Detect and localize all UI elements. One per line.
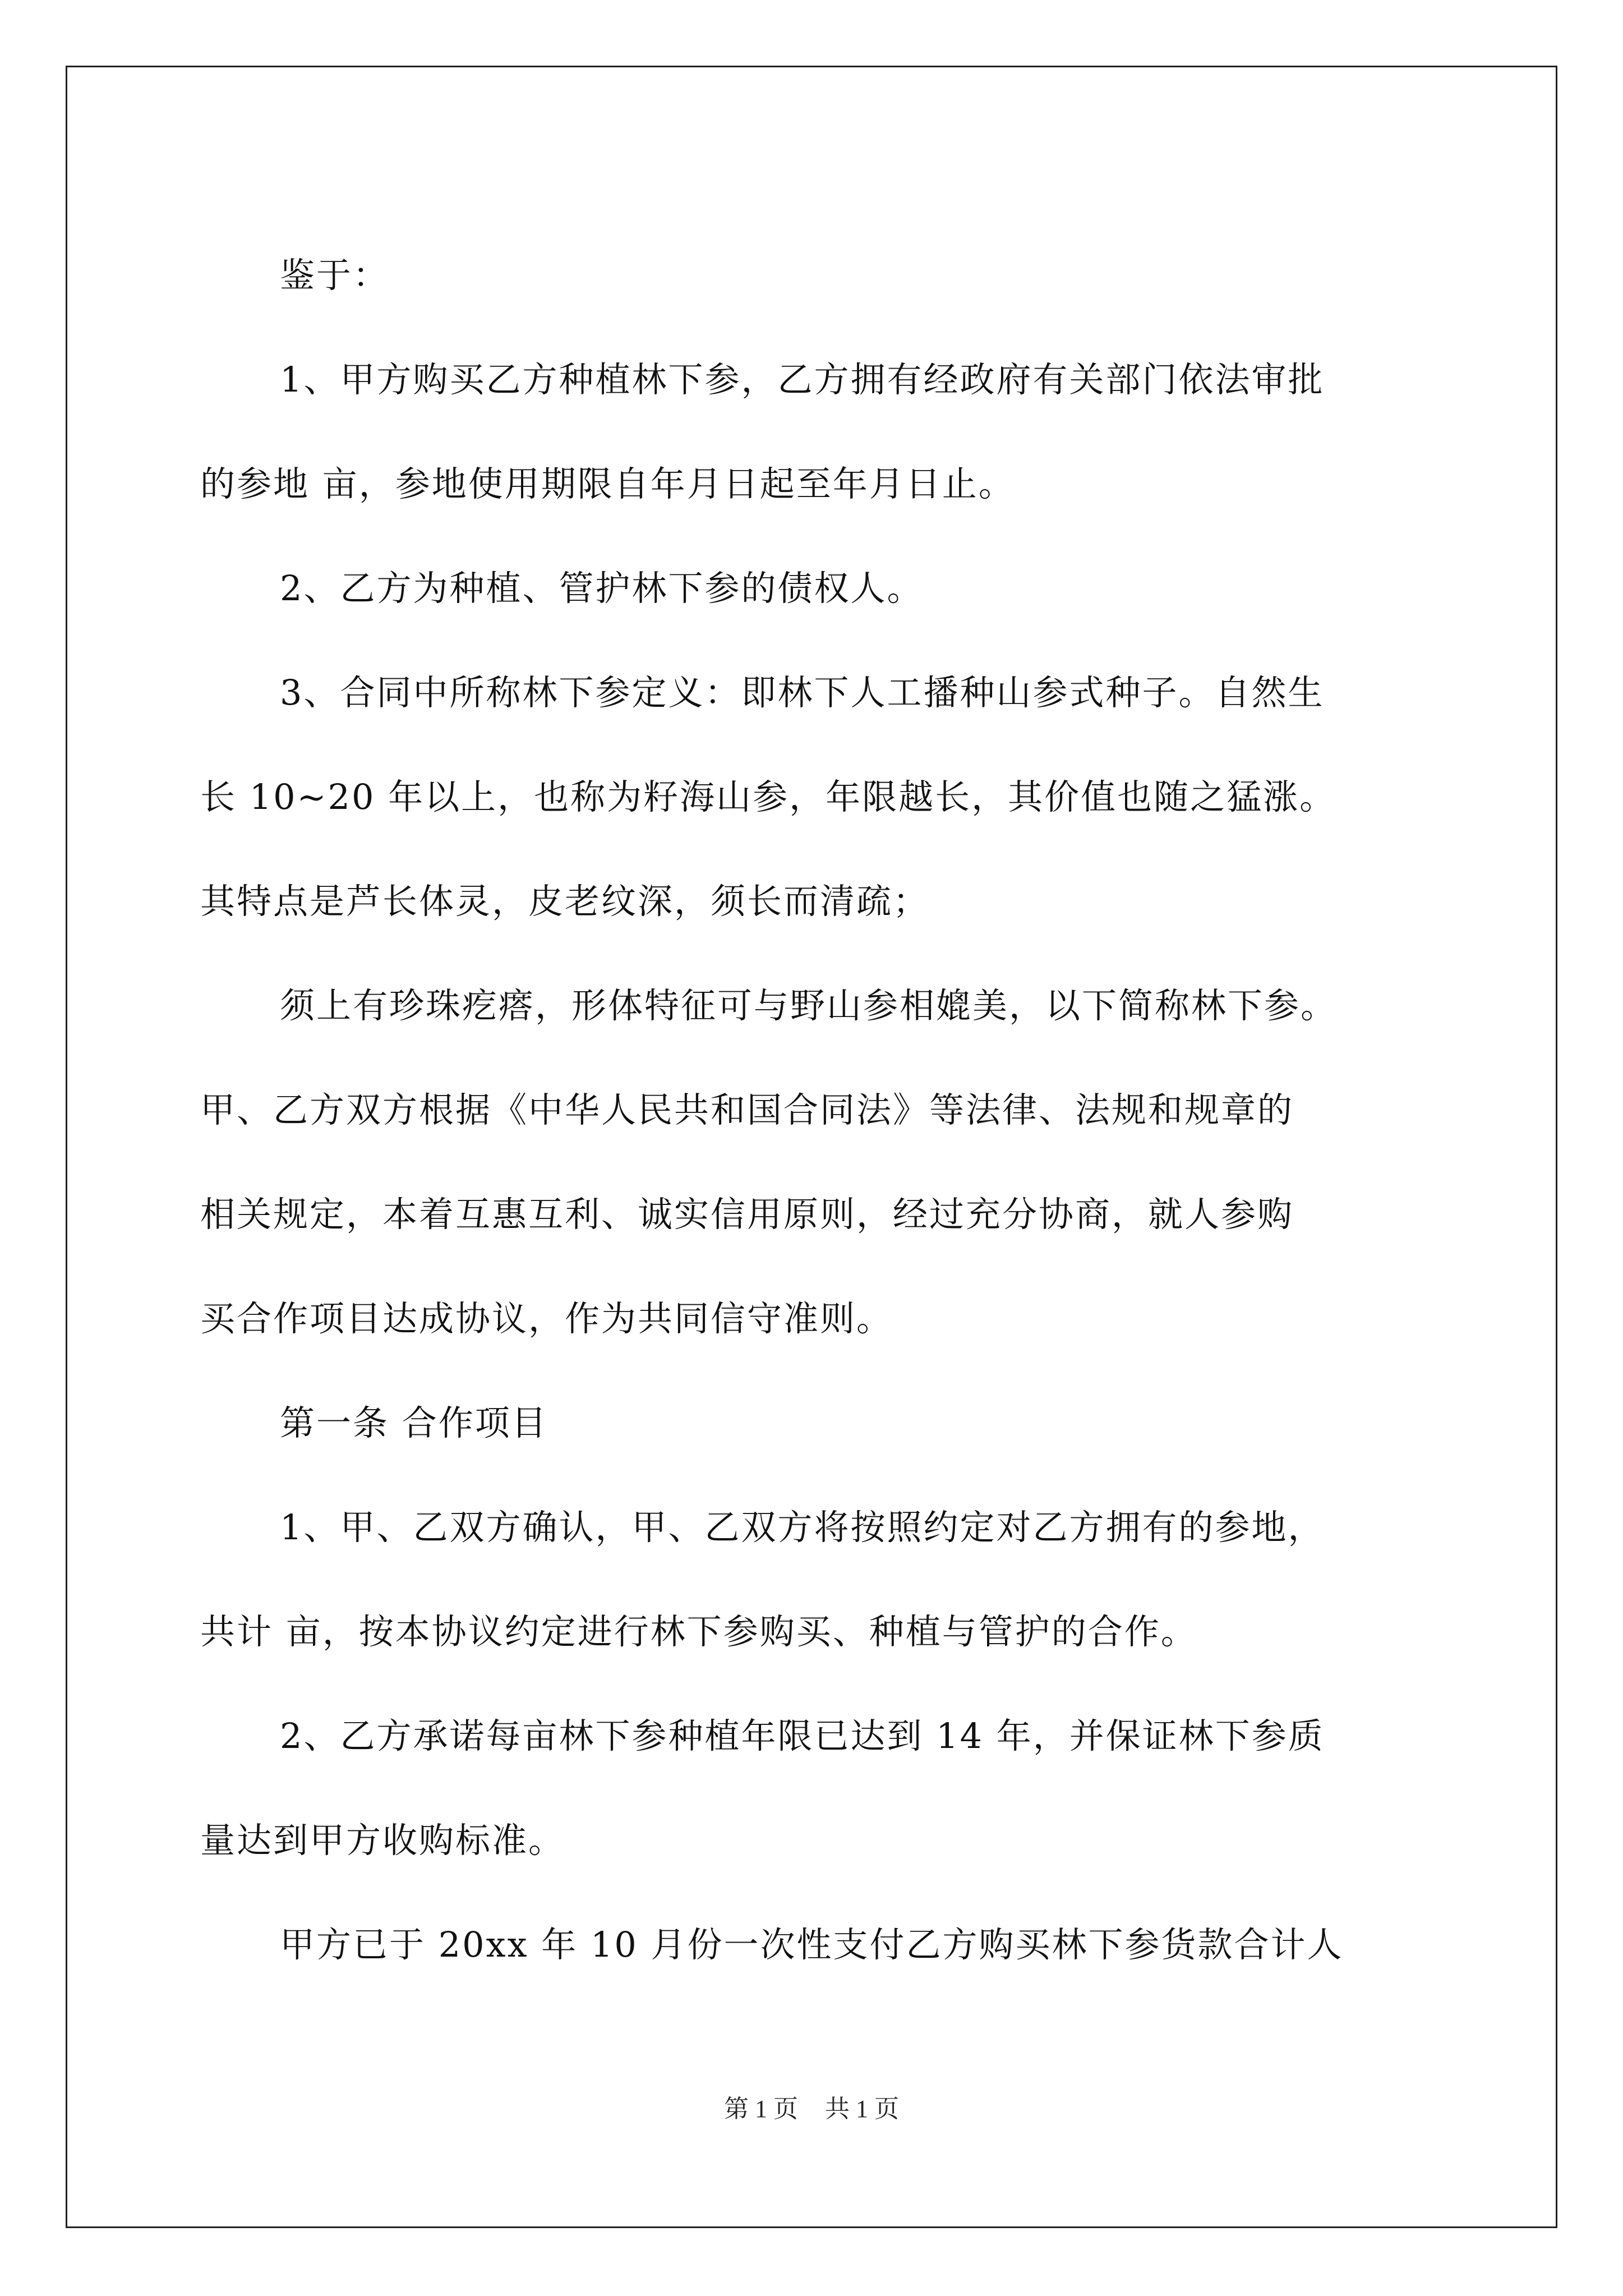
paragraph-line: 量达到甲方收购标准。 (200, 1820, 565, 1861)
paragraph-line: 1、甲、乙双方确认，甲、乙双方将按照约定对乙方拥有的参地， (280, 1507, 1325, 1548)
paragraph-line: 其特点是芦长体灵，皮老纹深，须长而清疏； (200, 881, 930, 922)
paragraph-line: 2、乙方为种植、管护林下参的债权人。 (280, 568, 924, 609)
paragraph-line: 3、合同中所称林下参定义：即林下人工播种山参式种子。自然生 (280, 672, 1325, 713)
paragraph-line: 共计 亩，按本协议约定进行林下参购买、种植与管护的合作。 (200, 1611, 1197, 1652)
paragraph-line: 须上有珍珠疙瘩，形体特征可与野山参相媲美，以下简称林下参。 (280, 985, 1338, 1026)
paragraph-line: 买合作项目达成协议，作为共同信守准则。 (200, 1298, 893, 1339)
paragraph-line: 的参地 亩，参地使用期限自年月日起至年月日止。 (200, 463, 1015, 504)
paragraph-line: 长 10~20 年以上，也称为籽海山参，年限越长，其价值也随之猛涨。 (200, 776, 1336, 817)
paragraph-line: 甲、乙方双方根据《中华人民共和国合同法》等法律、法规和规章的 (200, 1089, 1294, 1130)
paragraph-line: 相关规定，本着互惠互利、诚实信用原则，经过充分协商，就人参购 (200, 1194, 1294, 1235)
paragraph-line: 1、甲方购买乙方种植林下参，乙方拥有经政府有关部门依法审批 (280, 359, 1325, 400)
page-footer (0, 2088, 1623, 2124)
page-number: 第 1 页 (724, 2095, 798, 2123)
section-heading: 第一条 合作项目 (280, 1402, 548, 1443)
document-body (200, 223, 1423, 1997)
page-total: 共 1 页 (825, 2095, 899, 2123)
paragraph-line: 2、乙方承诺每亩林下参种植年限已达到 14 年，并保证林下参质 (280, 1715, 1325, 1756)
paragraph-line: 鉴于： (280, 255, 390, 296)
paragraph-line: 甲方已于 20xx 年 10 月份一次性支付乙方购买林下参货款合计人 (280, 1924, 1344, 1965)
